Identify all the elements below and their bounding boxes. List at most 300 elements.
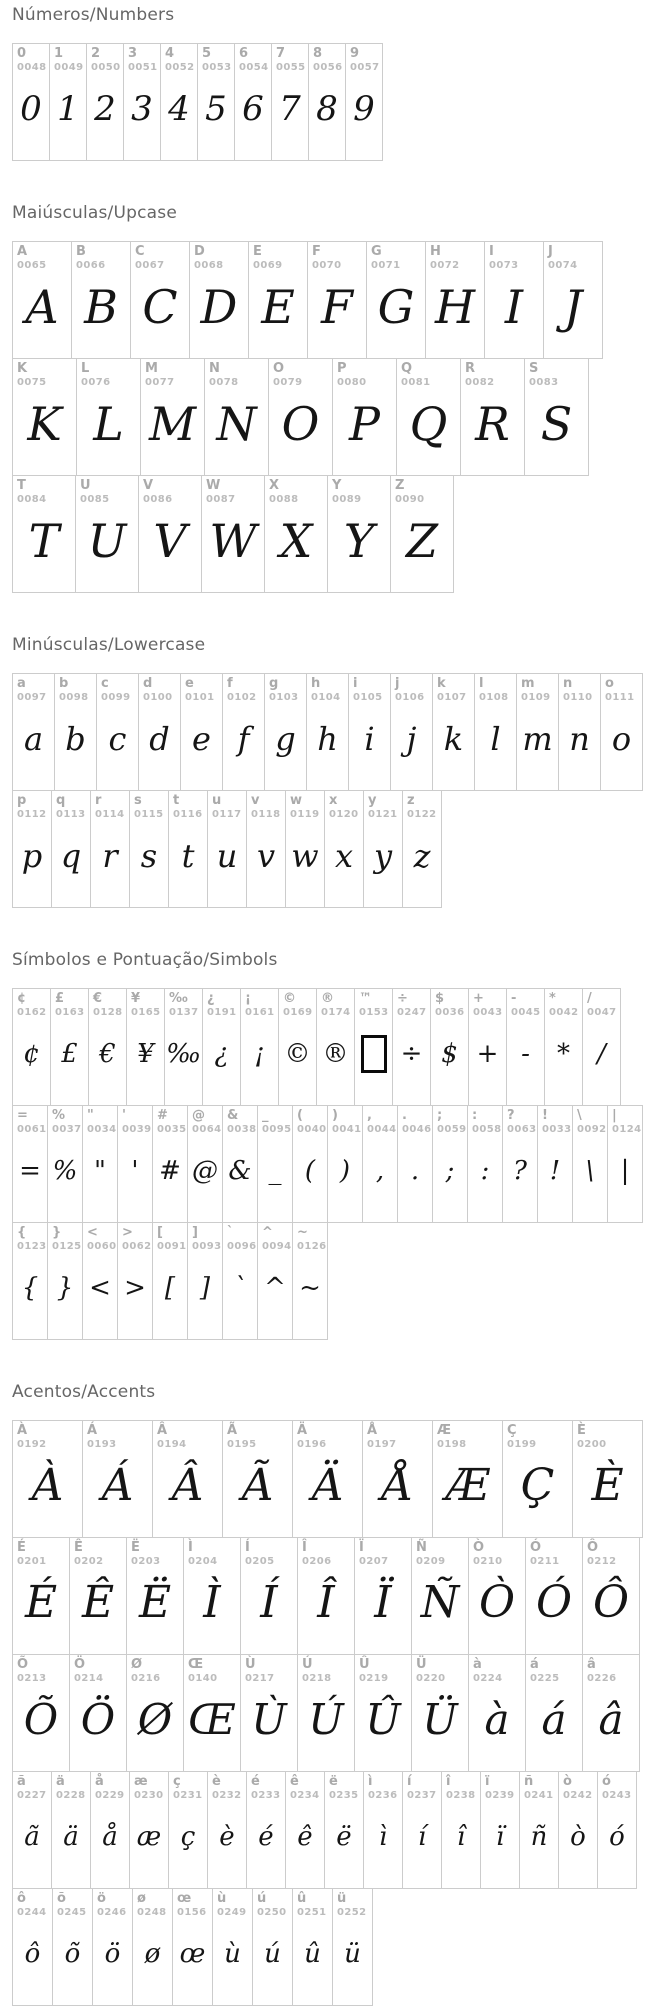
- section-title-numbers: Números/Numbers: [12, 5, 175, 25]
- glyph-preview: }: [56, 1272, 74, 1303]
- cell-unicode-code: 0089: [332, 493, 362, 505]
- glyph-cell: [240, 1654, 298, 1772]
- cell-character-label: ;: [437, 1108, 443, 1123]
- glyph-cell: [607, 1105, 643, 1223]
- glyph-preview: ñ: [530, 1821, 548, 1852]
- cell-character-label: ): [332, 1108, 338, 1123]
- cell-unicode-code: 0128: [93, 1006, 123, 1018]
- glyph-rows: [12, 988, 661, 1340]
- glyph-cell: [180, 673, 223, 791]
- cell-character-label: N: [209, 361, 220, 376]
- glyph-cell: [129, 1771, 169, 1889]
- glyph-preview: ú: [264, 1938, 281, 1969]
- cell-label: [251, 1775, 281, 1801]
- glyph-cell: [582, 988, 621, 1106]
- cell-unicode-code: 0117: [212, 808, 242, 820]
- glyph-cell: [537, 1105, 573, 1223]
- glyph-cell: [278, 988, 317, 1106]
- glyph-cell: [324, 1771, 364, 1889]
- cell-character-label: â: [587, 1657, 596, 1672]
- cell-label: [485, 1775, 515, 1801]
- glyph-cell: [396, 358, 461, 476]
- cell-unicode-code: 0196: [297, 1438, 327, 1450]
- cell-character-label: ú: [257, 1891, 267, 1906]
- cell-label: [157, 1225, 187, 1252]
- cell-label: [521, 677, 554, 703]
- cell-label: [283, 992, 312, 1018]
- cell-label: [524, 1775, 554, 1801]
- cell-unicode-code: 0235: [329, 1789, 359, 1801]
- cell-character-label: €: [93, 991, 103, 1006]
- glyph-preview: y: [373, 836, 393, 875]
- cell-label: [17, 1225, 47, 1252]
- glyph-preview: ,: [375, 1155, 385, 1186]
- cell-label: [95, 1775, 125, 1801]
- glyph-row: [12, 358, 661, 476]
- cell-label: [407, 1775, 437, 1801]
- glyph-preview: ù: [224, 1938, 241, 1969]
- cell-character-label: ö: [97, 1891, 106, 1906]
- cell-unicode-code: 0241: [524, 1789, 554, 1801]
- cell-label: [17, 1658, 65, 1684]
- cell-unicode-code: 0035: [157, 1123, 187, 1135]
- cell-unicode-code: 0224: [473, 1672, 503, 1684]
- cell-label: [253, 245, 303, 271]
- cell-label: [337, 1892, 368, 1918]
- cell-character-label: E: [253, 244, 262, 259]
- cell-unicode-code: 0243: [602, 1789, 632, 1801]
- cell-character-label: ®: [321, 991, 334, 1006]
- cell-unicode-code: 0095: [262, 1123, 292, 1135]
- cell-character-label: K: [17, 361, 28, 376]
- glyph-row: [12, 1771, 661, 1889]
- cell-unicode-code: 0252: [337, 1906, 367, 1918]
- glyph-cell: [86, 43, 124, 161]
- glyph-preview: 9: [353, 88, 375, 129]
- cell-unicode-code: 0247: [397, 1006, 427, 1018]
- cell-character-label: Å: [367, 1423, 378, 1438]
- cell-label: [143, 479, 197, 505]
- cell-character-label: î: [446, 1774, 451, 1789]
- glyph-cell: [164, 988, 203, 1106]
- cell-character-label: ø: [137, 1891, 146, 1906]
- cell-character-label: Á: [87, 1423, 98, 1438]
- glyph-cell: [572, 1105, 608, 1223]
- cell-character-label: ¥: [131, 991, 141, 1006]
- glyph-cell: [82, 1105, 118, 1223]
- cell-character-label: Û: [359, 1657, 370, 1672]
- glyph-cell: [297, 1654, 355, 1772]
- glyph-preview: Ò: [478, 1577, 516, 1629]
- cell-character-label: j: [395, 676, 400, 691]
- glyph-preview: .: [410, 1155, 420, 1186]
- glyph-preview: l: [490, 719, 501, 758]
- glyph-preview: @: [192, 1155, 218, 1186]
- cell-character-label: Ó: [530, 1540, 542, 1555]
- glyph-preview: à: [484, 1695, 510, 1745]
- glyph-cell: [168, 1771, 208, 1889]
- cell-label: [297, 1892, 328, 1918]
- glyph-rows: [12, 43, 661, 161]
- glyph-preview: m: [522, 719, 553, 758]
- cell-unicode-code: 0047: [587, 1006, 617, 1018]
- cell-unicode-code: 0086: [143, 493, 173, 505]
- glyph-preview: H: [434, 279, 476, 334]
- cell-unicode-code: 0074: [548, 259, 578, 271]
- cell-character-label: [: [157, 1225, 163, 1240]
- cell-character-label: Q: [401, 361, 413, 376]
- cell-label: [192, 1225, 222, 1252]
- cell-unicode-code: 0122: [407, 808, 437, 820]
- cell-unicode-code: 0060: [87, 1240, 117, 1252]
- sections-container: [12, 5, 661, 2006]
- cell-character-label: Ä: [297, 1423, 308, 1438]
- cell-character-label: û: [297, 1891, 307, 1906]
- cell-label: [472, 1108, 502, 1135]
- glyph-preview: Å: [381, 1460, 414, 1512]
- cell-label: [17, 794, 47, 820]
- cell-character-label: Y: [332, 478, 342, 493]
- glyph-preview: Œ: [188, 1695, 236, 1745]
- cell-label: [367, 1108, 397, 1135]
- cell-label: [577, 1108, 607, 1135]
- glyph-cell: [480, 1771, 520, 1889]
- glyph-cell: [324, 790, 364, 908]
- glyph-cell: [257, 1105, 293, 1223]
- cell-label: [359, 1541, 407, 1567]
- glyph-preview: *: [557, 1038, 570, 1069]
- cell-label: [55, 992, 84, 1018]
- cell-unicode-code: 0052: [165, 61, 195, 73]
- cell-unicode-code: 0249: [217, 1906, 247, 1918]
- cell-label: [612, 1108, 642, 1135]
- cell-unicode-code: 0082: [465, 376, 495, 388]
- glyph-preview: ê: [297, 1821, 313, 1852]
- glyph-preview: á: [541, 1695, 567, 1745]
- glyph-cell: [132, 1888, 173, 2006]
- glyph-preview: ì: [378, 1821, 388, 1852]
- cell-character-label: `: [227, 1225, 234, 1240]
- cell-character-label: 9: [350, 46, 360, 61]
- cell-label: [605, 677, 638, 703]
- cell-unicode-code: 0096: [227, 1240, 257, 1252]
- glyph-cell: [307, 241, 367, 359]
- cell-character-label: Ù: [245, 1657, 256, 1672]
- cell-label: [489, 245, 539, 271]
- cell-label: [269, 479, 323, 505]
- glyph-cell: [332, 358, 397, 476]
- cell-character-label: 6: [239, 46, 249, 61]
- glyph-cell: [12, 1888, 53, 2006]
- cell-label: [577, 1424, 638, 1450]
- cell-unicode-code: 0059: [437, 1123, 467, 1135]
- cell-character-label: s: [134, 793, 142, 808]
- cell-character-label: 0: [17, 46, 27, 61]
- glyph-cell: [172, 1888, 213, 2006]
- cell-label: [437, 1108, 467, 1135]
- cell-unicode-code: 0093: [192, 1240, 222, 1252]
- cell-character-label: m: [521, 676, 535, 691]
- cell-unicode-code: 0116: [173, 808, 203, 820]
- glyph-preview: r: [102, 836, 118, 875]
- cell-character-label: T: [17, 478, 26, 493]
- cell-label: [131, 1541, 179, 1567]
- cell-label: [74, 1658, 122, 1684]
- cell-unicode-code: 0037: [52, 1123, 82, 1135]
- cell-label: [217, 1892, 248, 1918]
- glyph-preview: X: [279, 513, 313, 568]
- glyph-preview: !: [549, 1155, 561, 1186]
- cell-label: [359, 992, 388, 1018]
- cell-label: [80, 479, 134, 505]
- cell-unicode-code: 0068: [194, 259, 224, 271]
- cell-character-label: <: [87, 1225, 98, 1240]
- cell-label: [273, 362, 328, 388]
- cell-character-label: æ: [134, 1774, 148, 1789]
- cell-unicode-code: 0126: [297, 1240, 327, 1252]
- cell-character-label: k: [437, 676, 446, 691]
- cell-character-label: h: [311, 676, 321, 691]
- glyph-preview: Ù: [251, 1695, 287, 1745]
- glyph-preview: x: [334, 836, 354, 875]
- glyph-cell: [502, 1105, 538, 1223]
- cell-unicode-code: 0194: [157, 1438, 187, 1450]
- glyph-cell: [123, 43, 161, 161]
- cell-unicode-code: 0246: [97, 1906, 127, 1918]
- cell-label: [134, 794, 164, 820]
- glyph-preview: È: [591, 1460, 624, 1512]
- glyph-cell: [189, 241, 249, 359]
- cell-unicode-code: 0070: [312, 259, 342, 271]
- glyph-preview: ^: [264, 1272, 286, 1303]
- cell-unicode-code: 0036: [435, 1006, 465, 1018]
- glyph-cell: [240, 988, 279, 1106]
- cell-character-label: Î: [302, 1540, 307, 1555]
- glyph-cell: [600, 673, 643, 791]
- glyph-row: [12, 673, 661, 791]
- cell-label: [17, 1424, 78, 1450]
- cell-character-label: I: [489, 244, 494, 259]
- cell-unicode-code: 0041: [332, 1123, 362, 1135]
- cell-unicode-code: 0066: [76, 259, 106, 271]
- glyph-cell: [519, 1771, 559, 1889]
- glyph-cell: [88, 988, 127, 1106]
- cell-unicode-code: 0156: [177, 1906, 207, 1918]
- glyph-cell: [126, 1654, 184, 1772]
- cell-character-label: 4: [165, 46, 175, 61]
- cell-label: [17, 1775, 47, 1801]
- cell-label: [587, 992, 616, 1018]
- glyph-cell: [12, 475, 76, 593]
- glyph-preview: 1: [57, 88, 79, 129]
- glyph-preview: 5: [205, 88, 227, 129]
- cell-character-label: Ê: [74, 1540, 83, 1555]
- cell-label: [206, 479, 260, 505]
- glyph-cell: [362, 1105, 398, 1223]
- glyph-cell: [47, 1105, 83, 1223]
- glyph-cell: [222, 673, 265, 791]
- cell-unicode-code: 0071: [371, 259, 401, 271]
- cell-unicode-code: 0198: [437, 1438, 467, 1450]
- glyph-preview: v: [256, 836, 276, 875]
- glyph-cell: [12, 1654, 70, 1772]
- glyph-cell: [140, 358, 205, 476]
- cell-unicode-code: 0216: [131, 1672, 161, 1684]
- glyph-preview: Õ: [23, 1695, 59, 1745]
- cell-label: [563, 1775, 593, 1801]
- glyph-preview: w: [291, 836, 319, 875]
- cell-unicode-code: 0250: [257, 1906, 287, 1918]
- cell-label: [56, 1775, 86, 1801]
- cell-label: [530, 1658, 578, 1684]
- cell-unicode-code: 0039: [122, 1123, 152, 1135]
- cell-unicode-code: 0202: [74, 1555, 104, 1567]
- glyph-preview: M: [148, 396, 197, 451]
- glyph-preview: ã: [24, 1821, 40, 1852]
- glyph-cell: [348, 673, 391, 791]
- cell-label: [297, 1225, 327, 1252]
- cell-character-label: 2: [91, 46, 101, 61]
- glyph-cell: [292, 1105, 328, 1223]
- cell-label: [297, 1108, 327, 1135]
- glyph-cell: [82, 1222, 118, 1340]
- cell-character-label: =: [17, 1108, 28, 1123]
- cell-label: [227, 1225, 257, 1252]
- cell-unicode-code: 0077: [145, 376, 175, 388]
- glyph-cell: [285, 790, 325, 908]
- glyph-preview: a: [23, 719, 44, 758]
- cell-unicode-code: 0042: [549, 1006, 579, 1018]
- cell-label: [437, 677, 470, 703]
- cell-character-label: f: [227, 676, 233, 691]
- cell-unicode-code: 0115: [134, 808, 164, 820]
- glyph-cell: [202, 988, 241, 1106]
- glyph-cell: [524, 358, 589, 476]
- cell-unicode-code: 0233: [251, 1789, 281, 1801]
- cell-unicode-code: 0204: [188, 1555, 218, 1567]
- cell-unicode-code: 0119: [290, 808, 320, 820]
- cell-label: [368, 794, 398, 820]
- glyph-preview: (: [304, 1155, 316, 1186]
- glyph-preview: n: [569, 719, 590, 758]
- glyph-preview: W: [209, 513, 257, 568]
- cell-label: [56, 794, 86, 820]
- cell-label: [209, 362, 264, 388]
- cell-character-label: Ü: [416, 1657, 427, 1672]
- glyph-preview: õ: [64, 1938, 81, 1969]
- glyph-row: [12, 1888, 661, 2006]
- glyph-preview: \: [585, 1155, 595, 1186]
- cell-label: [128, 47, 156, 73]
- cell-unicode-code: 0209: [416, 1555, 446, 1567]
- cell-unicode-code: 0080: [337, 376, 367, 388]
- glyph-preview: d: [149, 719, 170, 758]
- glyph-cell: [327, 1105, 363, 1223]
- cell-character-label: ,: [367, 1108, 372, 1123]
- cell-unicode-code: 0063: [507, 1123, 537, 1135]
- cell-unicode-code: 0197: [367, 1438, 397, 1450]
- cell-character-label: #: [157, 1108, 168, 1123]
- cell-unicode-code: 0227: [17, 1789, 47, 1801]
- cell-label: [52, 1108, 82, 1135]
- glyph-cell: [354, 1654, 412, 1772]
- glyph-cell: [12, 1222, 48, 1340]
- glyph-cell: [354, 1537, 412, 1655]
- glyph-cell: [222, 1222, 258, 1340]
- cell-label: [245, 1658, 293, 1684]
- cell-unicode-code: 0205: [245, 1555, 275, 1567]
- glyph-cell: [292, 1888, 333, 2006]
- cell-character-label: ù: [217, 1891, 227, 1906]
- glyph-preview: â: [598, 1695, 624, 1745]
- glyph-preview: É: [24, 1577, 58, 1629]
- cell-label: [87, 1225, 117, 1252]
- cell-character-label: U: [80, 478, 91, 493]
- cell-unicode-code: 0125: [52, 1240, 82, 1252]
- glyph-preview: p: [21, 836, 43, 875]
- cell-unicode-code: 0051: [128, 61, 158, 73]
- cell-character-label: .: [402, 1108, 407, 1123]
- glyph-preview: ç: [180, 1821, 196, 1852]
- glyph-preview: £: [61, 1038, 78, 1069]
- cell-unicode-code: 0195: [227, 1438, 257, 1450]
- cell-character-label: }: [52, 1225, 62, 1240]
- cell-character-label: x: [329, 793, 338, 808]
- cell-label: [332, 1108, 362, 1135]
- glyph-preview: %: [52, 1155, 78, 1186]
- cell-label: [212, 794, 242, 820]
- cell-character-label: p: [17, 793, 27, 808]
- glyph-cell: [197, 43, 235, 161]
- cell-label: [17, 362, 72, 388]
- glyph-preview: -: [521, 1038, 530, 1069]
- cell-character-label: Ô: [587, 1540, 599, 1555]
- glyph-preview: o: [611, 719, 632, 758]
- section-accents: [12, 1382, 661, 2006]
- cell-label: [227, 677, 260, 703]
- cell-label: [602, 1775, 632, 1801]
- glyph-preview: Ö: [80, 1695, 116, 1745]
- cell-label: [473, 1658, 521, 1684]
- cell-label: [329, 1775, 359, 1801]
- cell-unicode-code: 0054: [239, 61, 269, 73]
- glyph-cell: [402, 1771, 442, 1889]
- glyph-preview: Ä: [311, 1460, 344, 1512]
- cell-label: [227, 1108, 257, 1135]
- cell-character-label: ñ: [524, 1774, 534, 1789]
- cell-character-label: í: [407, 1774, 412, 1789]
- cell-label: [312, 245, 362, 271]
- glyph-cell: [49, 43, 87, 161]
- glyph-preview: ó: [609, 1821, 625, 1852]
- glyph-cell: [52, 1888, 93, 2006]
- glyph-cell: [468, 1537, 526, 1655]
- glyph-preview: ¥: [137, 1038, 154, 1069]
- glyph-cell: [285, 1771, 325, 1889]
- cell-label: [207, 992, 236, 1018]
- cell-label: [245, 992, 274, 1018]
- glyph-preview: D: [200, 279, 238, 334]
- glyph-cell: [597, 1771, 637, 1889]
- cell-label: [549, 992, 578, 1018]
- glyph-preview: Ñ: [420, 1577, 460, 1629]
- glyph-cell: [187, 1105, 223, 1223]
- cell-character-label: Ø: [131, 1657, 143, 1672]
- cell-label: [122, 1225, 152, 1252]
- cell-unicode-code: 0192: [17, 1438, 47, 1450]
- cell-character-label: l: [479, 676, 484, 691]
- cell-character-label: Ç: [507, 1423, 517, 1438]
